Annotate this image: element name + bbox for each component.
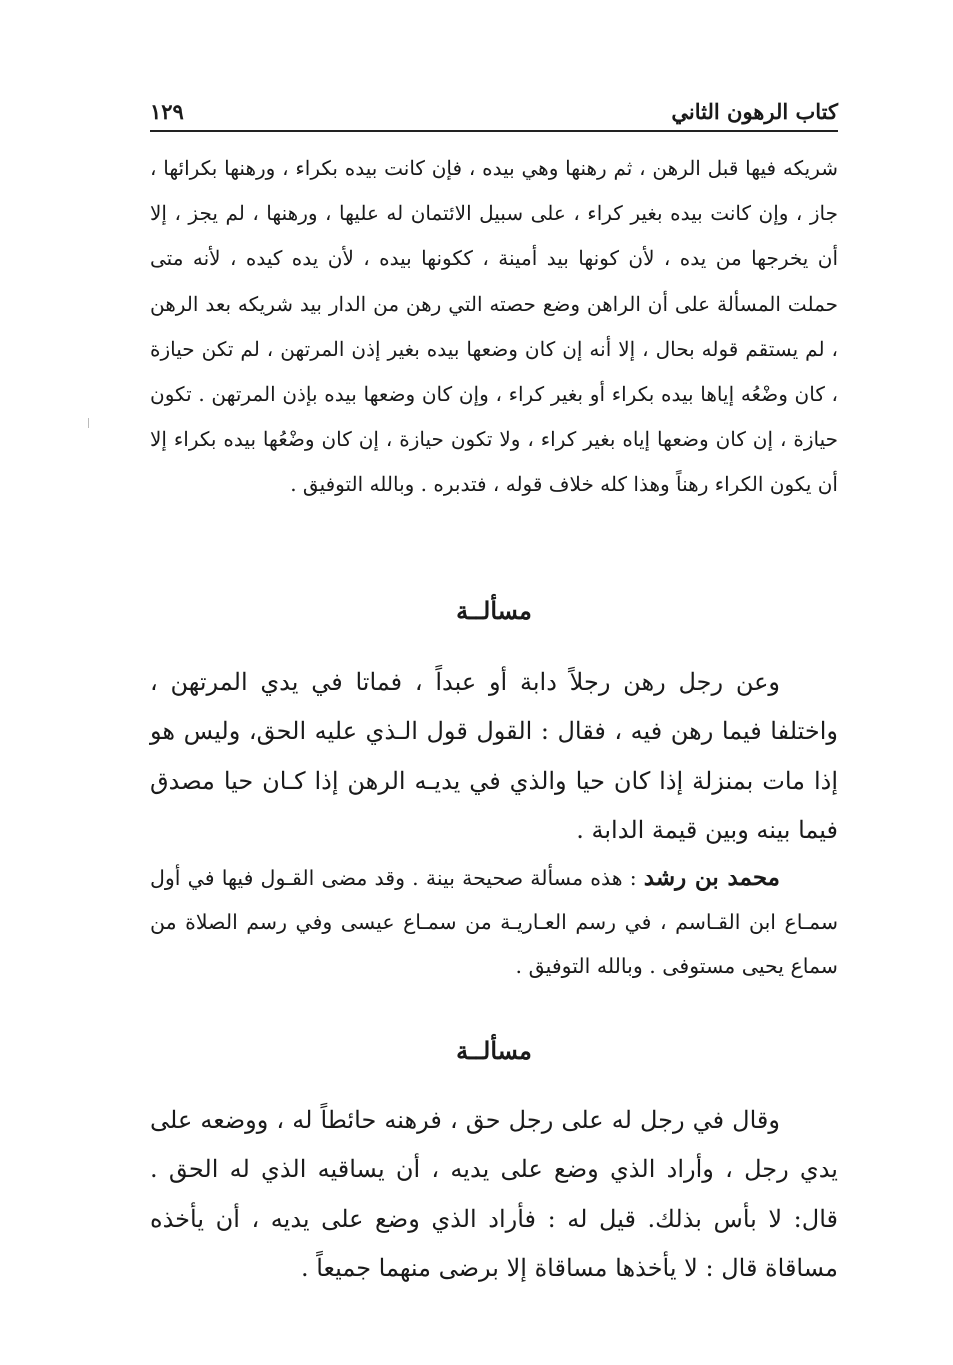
continuation-paragraph: شريكه فيها قبل الرهن ، ثم رهنها وهي بيده ، فإن كانت بيده بكراء ، ورهنها بكرائها ، جاز ، وإن كانت بيده بغير كراء ، على سبيل الائتمان له عليها ، ورهنها ، لم يجز ، إلا أن يخرجها من يده ، لأن كونها بيد أمينة ، ككونها بيده ، لأن يده كيده ، لأنه متى حملت المسألة على أن الراهن وضع حصته التي رهن من الدار بيد شريكه بعد الرهن ، لم يستقم قوله بحال ، إلا أنه إن كان وضعها بيده بغير إذن المرتهن ، لم تكن حيازة ، كان وضْعُه إياها بيده بكراء أو بغير كراء ، وإن كان وضعها بيده بإذن المرتهن . تكون حيازة ، إن كان وضعها إياه بغير كراء ، ولا تكون حيازة ، إن كان وضْعُها بيده بكراء إلا أن يكون الكراء رهناً وهذا كله خلاف قوله ، فتدبره . وبالله التوفيق . — [150, 156, 838, 497]
commentary-text: : هذه مسألة صحيحة بينة . وقد مضى القـول فيها في أول سمـاع ابن القـاسم ، في رسم العـاريـة من سمـاع عيسى وفي رسم الصلاة من سماع يحيى مستوفى . وبالله التوفيق . — [150, 866, 838, 978]
section-heading-2: مسألــة — [456, 1036, 532, 1065]
page-number: ١٢٩ — [150, 99, 184, 124]
question-paragraph-2: وقال في رجل له على رجل حق ، فرهنه حائطاً له ، ووضعه على يدي رجل ، وأراد الذي وضع على يديه ، أن يساقيه الذي له الحق . قال: لا بأس بذلك. قيل له : فأراد الذي وضع على يديه ، أن يأخذه مساقاة قال : لا يأخذها مساقاة إلا برضى منهما جميعاً . — [150, 1106, 838, 1282]
margin-mark — [88, 418, 89, 428]
running-title: كتاب الرهون الثاني — [671, 99, 838, 124]
running-header — [150, 92, 838, 132]
section-heading-1: مسألــة — [456, 596, 532, 625]
question-paragraph-1: وعن رجل رهن رجلاً دابة أو عبداً ، فماتا في يدي المرتهن ، واختلفا فيما رهن فيه ، فقال : القول قول الـذي عليه الحق، وليس هو إذا مات بمنزلة إذا كان حيا والذي في يديـه الرهن إذا كـان حيا مصدق فيما بينه وبين قيمة الدابة . — [150, 668, 838, 844]
commentary-author: محمد بن رشد — [643, 864, 780, 891]
commentary-paragraph — [150, 856, 838, 988]
